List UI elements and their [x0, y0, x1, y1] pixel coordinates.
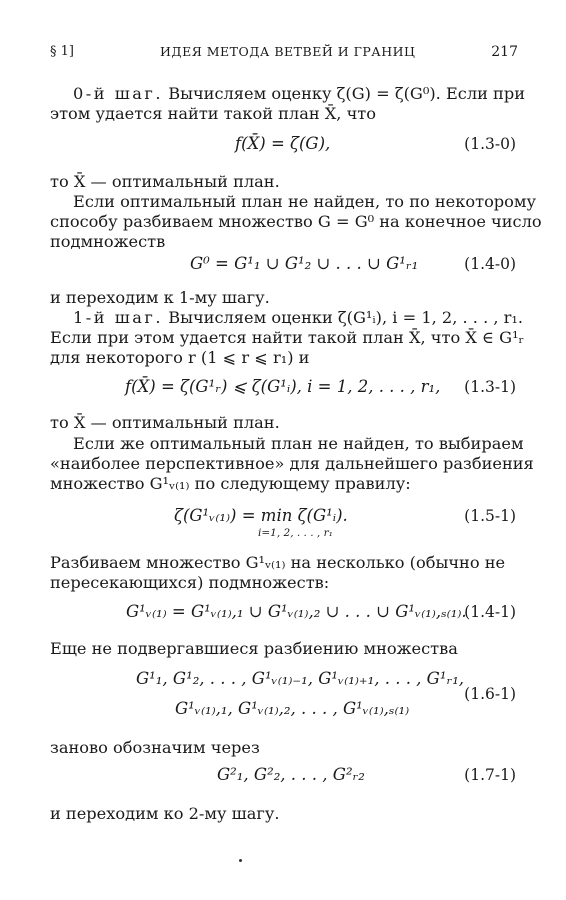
equation-number: (1.5-1)	[464, 507, 516, 525]
step0-label: 0-й шаг.	[73, 84, 164, 103]
text-line: и переходим к 1-му шагу.	[50, 288, 270, 307]
text-line: и переходим ко 2-му шагу.	[50, 804, 280, 823]
section-mark: § 1]	[50, 44, 74, 59]
text-line: то X̄ — оптимальный план.	[50, 413, 280, 432]
equation-1-3-1: f(X̄) = ζ(G¹ᵣ) ⩽ ζ(G¹ᵢ), i = 1, 2, . . . , r₁,	[125, 377, 441, 396]
text-line: пересекающихся) подмножеств:	[50, 573, 330, 592]
equation-1-5-1: ζ(G¹ᵥ₍₁₎) = min ζ(G¹ᵢ).	[174, 506, 348, 525]
text-line: Если при этом удается найти такой план X̄, что X̄ ∈ G¹ᵣ	[50, 328, 525, 347]
equation-number: (1.6-1)	[464, 685, 516, 703]
equation-number: (1.3-1)	[464, 378, 516, 396]
running-header	[50, 44, 518, 64]
step1-line	[73, 308, 524, 328]
min-subscript: i=1, 2, . . . , r₁	[258, 527, 333, 539]
running-title: ИДЕЯ МЕТОДА ВЕТВЕЙ И ГРАНИЦ	[160, 44, 416, 59]
text-line: заново обозначим через	[50, 738, 260, 757]
text-line: «наиболее перспективное» для дальнейшего разбиения	[50, 454, 534, 473]
equation-1-4-0: G⁰ = G¹₁ ∪ G¹₂ ∪ . . . ∪ G¹ᵣ₁	[190, 254, 419, 273]
page-number: 217	[491, 44, 518, 60]
equation-1-7-1: G²₁, G²₂, . . . , G²ᵣ₂	[217, 765, 365, 784]
text-line: множество G¹ᵥ₍₁₎ по следующему правилу:	[50, 474, 411, 493]
text-line: Разбиваем множество G¹ᵥ₍₁₎ на несколько (обычно не	[50, 553, 506, 572]
step0-line	[73, 84, 525, 104]
text-line: то X̄ — оптимальный план.	[50, 172, 280, 191]
step0-text: Вычисляем оценку ζ(G) = ζ(G⁰). Если при	[168, 84, 525, 103]
equation-1-6-1-row1: G¹₁, G¹₂, . . . , G¹ᵥ₍₁₎₋₁, G¹ᵥ₍₁₎₊₁, . . . , G¹ᵣ₁,	[136, 669, 465, 688]
equation-1-3-0: f(X̄) = ζ(G),	[235, 134, 331, 153]
equation-number: (1.4-1)	[464, 603, 516, 621]
equation-number: (1.4-0)	[464, 255, 516, 273]
equation-number: (1.7-1)	[464, 766, 516, 784]
equation-1-4-1: G¹ᵥ₍₁₎ = G¹ᵥ₍₁₎,₁ ∪ G¹ᵥ₍₁₎,₂ ∪ . . . ∪ G¹ᵥ₍₁₎,ₛ₍₁₎.	[126, 602, 467, 621]
text-line: Еще не подвергавшиеся разбиению множества	[50, 639, 458, 658]
text-line: способу разбиваем множество G = G⁰ на конечное число	[50, 212, 542, 231]
equation-number: (1.3-0)	[464, 135, 516, 153]
step1-text: Вычисляем оценки ζ(G¹ᵢ), i = 1, 2, . . . , r₁.	[168, 308, 524, 327]
text-line: для некоторого r (1 ⩽ r ⩽ r₁) и	[50, 348, 310, 367]
text-line: Если же оптимальный план не найден, то выбираем	[73, 434, 524, 453]
equation-1-6-1-row2: G¹ᵥ₍₁₎,₁, G¹ᵥ₍₁₎,₂, . . . , G¹ᵥ₍₁₎,ₛ₍₁₎	[175, 699, 410, 718]
print-speck	[239, 859, 242, 862]
step1-label: 1-й шаг.	[73, 308, 164, 327]
text-line: подмножеств	[50, 232, 166, 251]
text-line: Если оптимальный план не найден, то по некоторому	[73, 192, 537, 211]
text-line: этом удается найти такой план X̄, что	[50, 104, 377, 123]
